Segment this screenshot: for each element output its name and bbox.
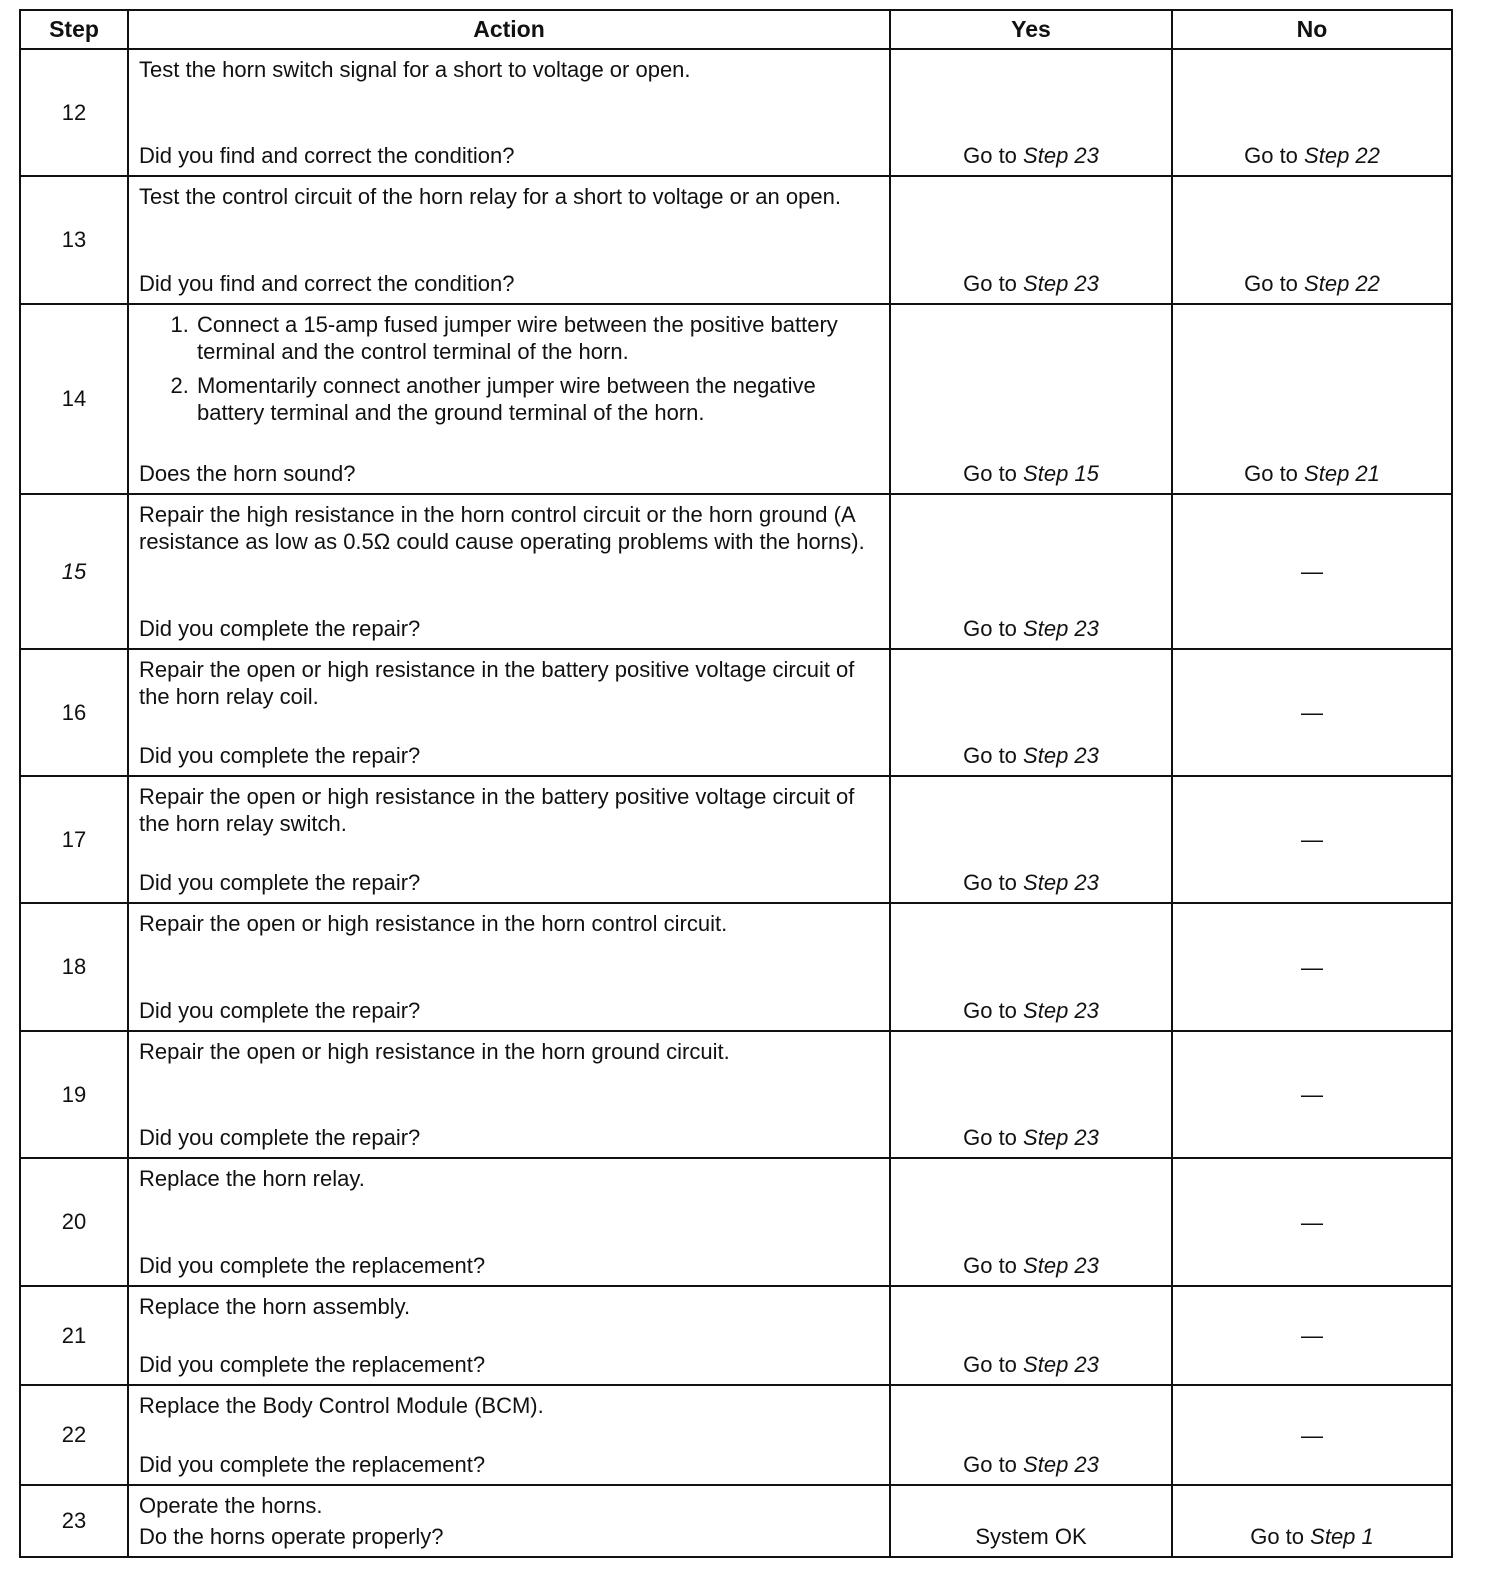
action-question: Did you complete the replacement? [139, 1253, 486, 1278]
table-row [20, 776, 1452, 903]
action-question: Does the horn sound? [139, 461, 356, 486]
table-row [20, 494, 1452, 649]
action-cell [128, 1385, 890, 1485]
yes-cell [890, 304, 1172, 494]
no-cell: — [1172, 1158, 1452, 1286]
action-question: Do the horns operate properly? [139, 1524, 444, 1549]
table-row [20, 1286, 1452, 1385]
no-cell: — [1172, 494, 1452, 649]
action-text: Replace the Body Control Module (BCM). [139, 1393, 544, 1418]
action-text: Repair the open or high resistance in the horn control circuit. [139, 911, 728, 936]
no-cell: — [1172, 1286, 1452, 1385]
yes-cell [890, 494, 1172, 649]
no-step: Step 22 [1304, 271, 1380, 296]
step-number: 20 [20, 1158, 128, 1286]
step-number: 12 [20, 49, 128, 176]
step-number: 13 [20, 176, 128, 304]
step-number: 17 [20, 776, 128, 903]
action-text: Replace the horn assembly. [139, 1294, 411, 1319]
yes-step: Step 23 [1023, 1125, 1099, 1150]
header-no: No [1172, 10, 1452, 49]
yes-step: Step 23 [1023, 271, 1099, 296]
no-step: Step 22 [1304, 143, 1380, 168]
yes-prefix: Go to [963, 1452, 1017, 1477]
header-row [20, 10, 1452, 49]
no-step: Step 21 [1304, 461, 1380, 486]
yes-step: Step 23 [1023, 1452, 1099, 1477]
table-row [20, 304, 1452, 494]
yes-prefix: Go to [963, 1125, 1017, 1150]
no-step: Step 1 [1310, 1524, 1374, 1549]
action-question: Did you complete the repair? [139, 743, 421, 768]
step-number: 18 [20, 903, 128, 1031]
yes-step: Step 23 [1023, 1352, 1099, 1377]
yes-prefix: Go to [963, 1253, 1017, 1278]
action-question: Did you complete the repair? [139, 616, 421, 641]
action-question: Did you find and correct the condition? [139, 143, 515, 168]
yes-cell [890, 176, 1172, 304]
action-text: Repair the open or high resistance in the battery positive voltage circuit of the horn relay coil. [139, 657, 855, 709]
no-cell: — [1172, 649, 1452, 776]
action-text: Replace the horn relay. [139, 1166, 365, 1191]
no-cell: — [1172, 1031, 1452, 1158]
step-number: 21 [20, 1286, 128, 1385]
yes-cell [890, 776, 1172, 903]
header-yes: Yes [890, 10, 1172, 49]
no-prefix: Go to [1244, 143, 1298, 168]
action-question: Did you complete the repair? [139, 998, 421, 1023]
yes-prefix: Go to [963, 271, 1017, 296]
step-number: 14 [20, 304, 128, 494]
action-text: Operate the horns. [139, 1493, 323, 1518]
action-cell [128, 903, 890, 1031]
yes-step: Step 23 [1023, 1253, 1099, 1278]
table-row [20, 903, 1452, 1031]
table-row [20, 1158, 1452, 1286]
yes-cell [890, 649, 1172, 776]
action-text: Test the horn switch signal for a short to voltage or open. [139, 57, 691, 82]
action-text: Test the control circuit of the horn relay for a short to voltage or an open. [139, 184, 841, 209]
table-row [20, 1485, 1452, 1557]
step-number-text: 15 [61, 558, 87, 584]
yes-step: Step 15 [1023, 461, 1099, 486]
no-cell [1172, 1485, 1452, 1557]
action-cell [128, 776, 890, 903]
yes-step: Step 23 [1023, 870, 1099, 895]
action-question: Did you complete the repair? [139, 870, 421, 895]
action-cell [128, 176, 890, 304]
yes-cell [890, 1158, 1172, 1286]
list-item: 1. Connect a 15-amp fused jumper wire between the positive battery terminal and the control terminal of the horn. [195, 311, 879, 365]
yes-prefix: Go to [963, 616, 1017, 641]
table-row [20, 649, 1452, 776]
yes-prefix: Go to [963, 743, 1017, 768]
yes-cell [890, 49, 1172, 176]
yes-cell [890, 903, 1172, 1031]
step-number [20, 494, 128, 649]
header-step: Step [20, 10, 128, 49]
yes-step: Step 23 [1023, 998, 1099, 1023]
yes-step: Step 23 [1023, 143, 1099, 168]
action-cell [128, 1158, 890, 1286]
action-question: Did you find and correct the condition? [139, 271, 515, 296]
yes-cell: System OK [890, 1485, 1172, 1557]
action-cell [128, 1031, 890, 1158]
action-cell [128, 49, 890, 176]
action-text: Repair the high resistance in the horn control circuit or the horn ground (A resistance as low as 0.5Ω could cause operating problems with the horns). [139, 502, 865, 554]
no-cell: — [1172, 776, 1452, 903]
step-number: 16 [20, 649, 128, 776]
header-action: Action [128, 10, 890, 49]
yes-prefix: Go to [963, 143, 1017, 168]
step-number: 19 [20, 1031, 128, 1158]
table-row [20, 176, 1452, 304]
action-cell [128, 1485, 890, 1557]
yes-step: Step 23 [1023, 743, 1099, 768]
step-number: 23 [20, 1485, 128, 1557]
table-row [20, 49, 1452, 176]
table-row [20, 1031, 1452, 1158]
action-cell [128, 1286, 890, 1385]
no-cell [1172, 49, 1452, 176]
action-cell [128, 494, 890, 649]
action-text: Repair the open or high resistance in the battery positive voltage circuit of the horn relay switch. [139, 784, 855, 836]
no-prefix: Go to [1250, 1524, 1305, 1549]
action-cell [128, 649, 890, 776]
yes-prefix: Go to [963, 998, 1017, 1023]
yes-cell [890, 1286, 1172, 1385]
no-cell: — [1172, 903, 1452, 1031]
no-prefix: Go to [1244, 271, 1298, 296]
action-question: Did you complete the replacement? [139, 1352, 486, 1377]
yes-step: Step 23 [1023, 616, 1099, 641]
yes-cell [890, 1385, 1172, 1485]
action-question: Did you complete the replacement? [139, 1452, 486, 1477]
table-row [20, 1385, 1452, 1485]
no-prefix: Go to [1244, 461, 1298, 486]
action-question: Did you complete the repair? [139, 1125, 421, 1150]
diagnostic-table [19, 9, 1453, 1558]
yes-prefix: Go to [963, 461, 1017, 486]
no-cell: — [1172, 1385, 1452, 1485]
yes-prefix: Go to [963, 1352, 1017, 1377]
action-cell [128, 304, 890, 494]
step-number: 22 [20, 1385, 128, 1485]
list-item: 2. Momentarily connect another jumper wire between the negative battery terminal and the ground terminal of the horn. [195, 372, 879, 426]
yes-cell [890, 1031, 1172, 1158]
action-list [139, 311, 879, 430]
no-cell [1172, 304, 1452, 494]
no-cell [1172, 176, 1452, 304]
yes-prefix: Go to [963, 870, 1017, 895]
action-text: Repair the open or high resistance in the horn ground circuit. [139, 1039, 730, 1064]
